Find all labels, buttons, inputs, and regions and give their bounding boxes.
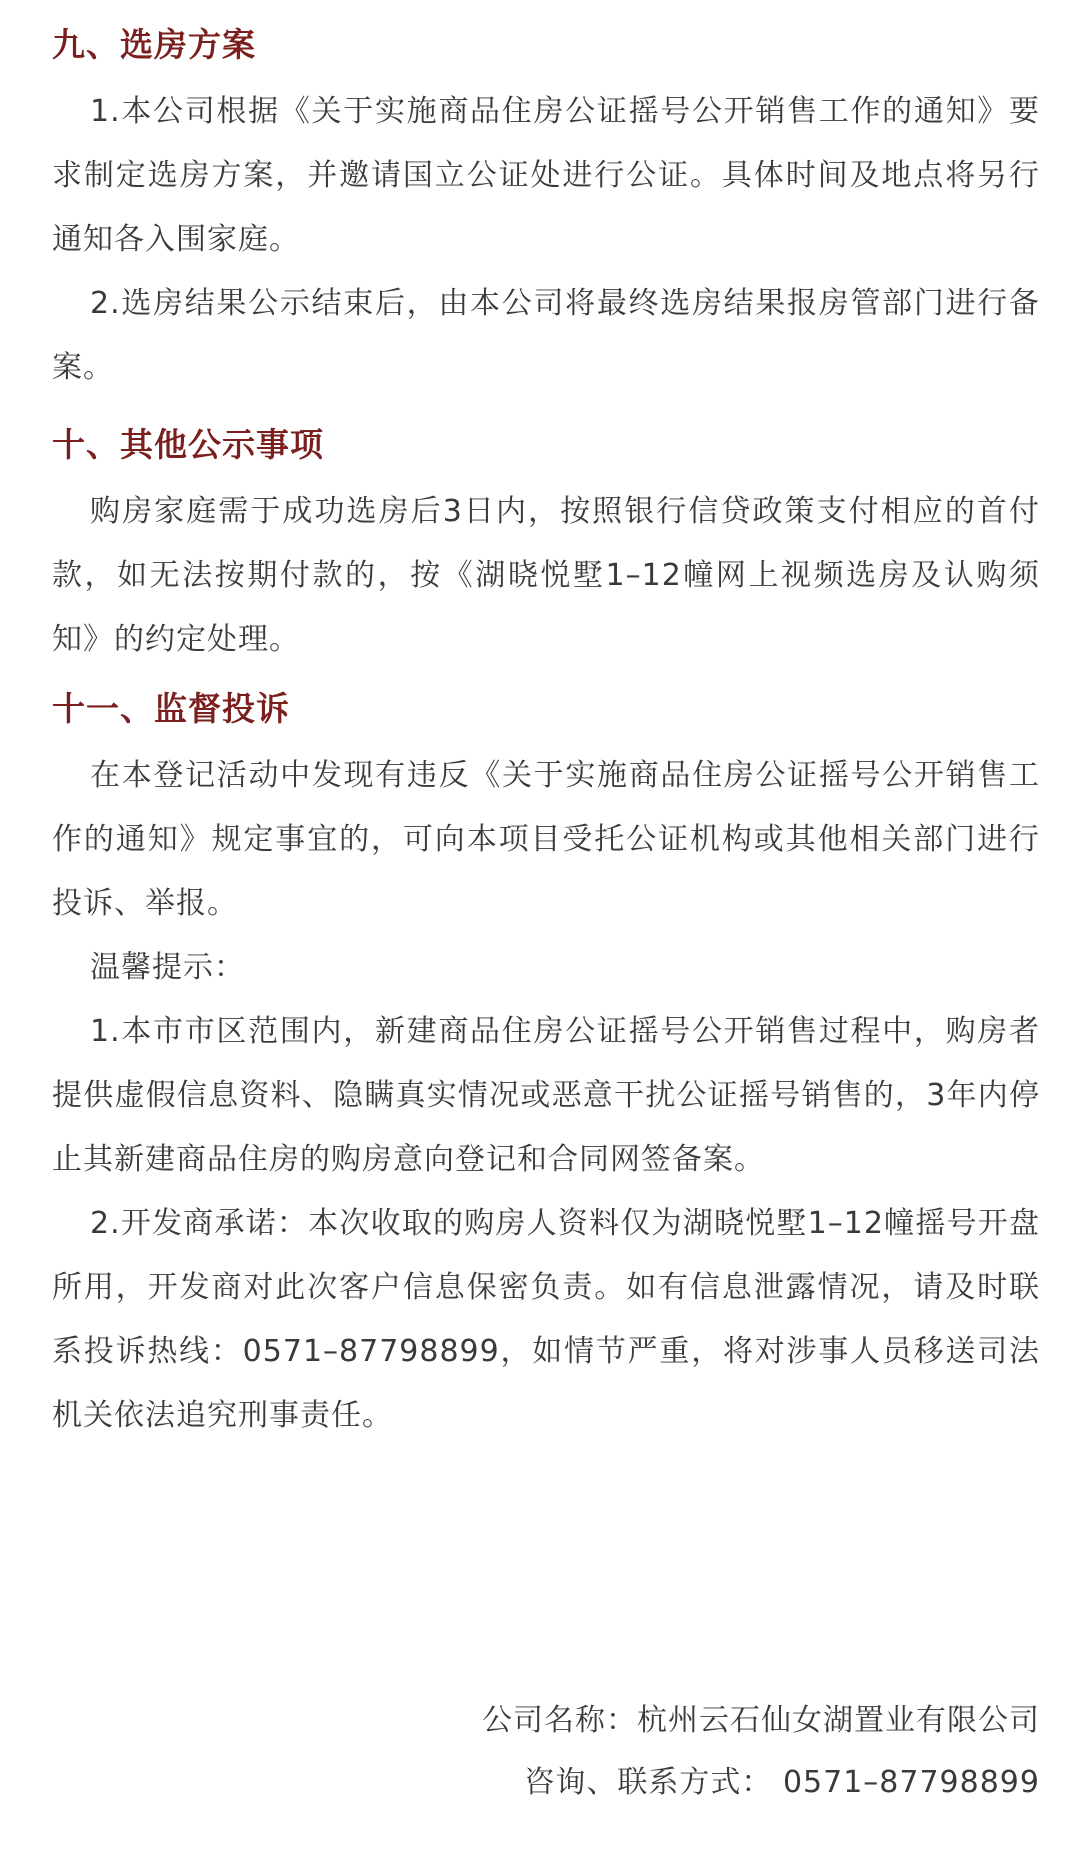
- company-footer: [482, 1690, 1040, 1814]
- paragraph: 在本登记活动中发现有违反《关于实施商品住房公证摇号公开销售工作的通知》规定事宜的，可向本项目受托公证机构或其他相关部门进行投诉、举报。: [52, 758, 1040, 921]
- section-10: [52, 418, 1040, 672]
- section-11: [52, 682, 1040, 1448]
- tip-title: 温馨提示：: [90, 950, 245, 985]
- company-name: 公司名称：杭州云石仙女湖置业有限公司: [482, 1703, 1040, 1738]
- section-heading: 九、选房方案: [52, 25, 256, 64]
- paragraph: 购房家庭需于成功选房后3日内，按照银行信贷政策支付相应的首付款，如无法按期付款的，按《湖晓悦墅1–12幢网上视频选房及认购须知》的约定处理。: [52, 494, 1040, 657]
- contact-info: 咨询、联系方式： 0571–87798899: [524, 1765, 1040, 1800]
- paragraph: 1.本公司根据《关于实施商品住房公证摇号公开销售工作的通知》要求制定选房方案，并邀请国立公证处进行公证。具体时间及地点将另行通知各入围家庭。: [52, 94, 1040, 257]
- section-heading: 十一、监督投诉: [52, 689, 290, 728]
- paragraph: 2.选房结果公示结束后，由本公司将最终选房结果报房管部门进行备案。: [52, 286, 1040, 385]
- tip-item: 1.本市市区范围内，新建商品住房公证摇号公开销售过程中，购房者提供虚假信息资料、隐瞒真实情况或恶意干扰公证摇号销售的，3年内停止其新建商品住房的购房意向登记和合同网签备案。: [52, 1014, 1040, 1177]
- tip-item: 2.开发商承诺：本次收取的购房人资料仅为湖晓悦墅1–12幢摇号开盘所用，开发商对此次客户信息保密负责。如有信息泄露情况，请及时联系投诉热线：0571–87798899，如情节严重，将对涉事人员移送司法机关依法追究刑事责任。: [52, 1206, 1040, 1433]
- section-9: [52, 18, 1040, 400]
- notice-content: [52, 18, 1040, 1448]
- section-heading: 十、其他公示事项: [52, 425, 324, 464]
